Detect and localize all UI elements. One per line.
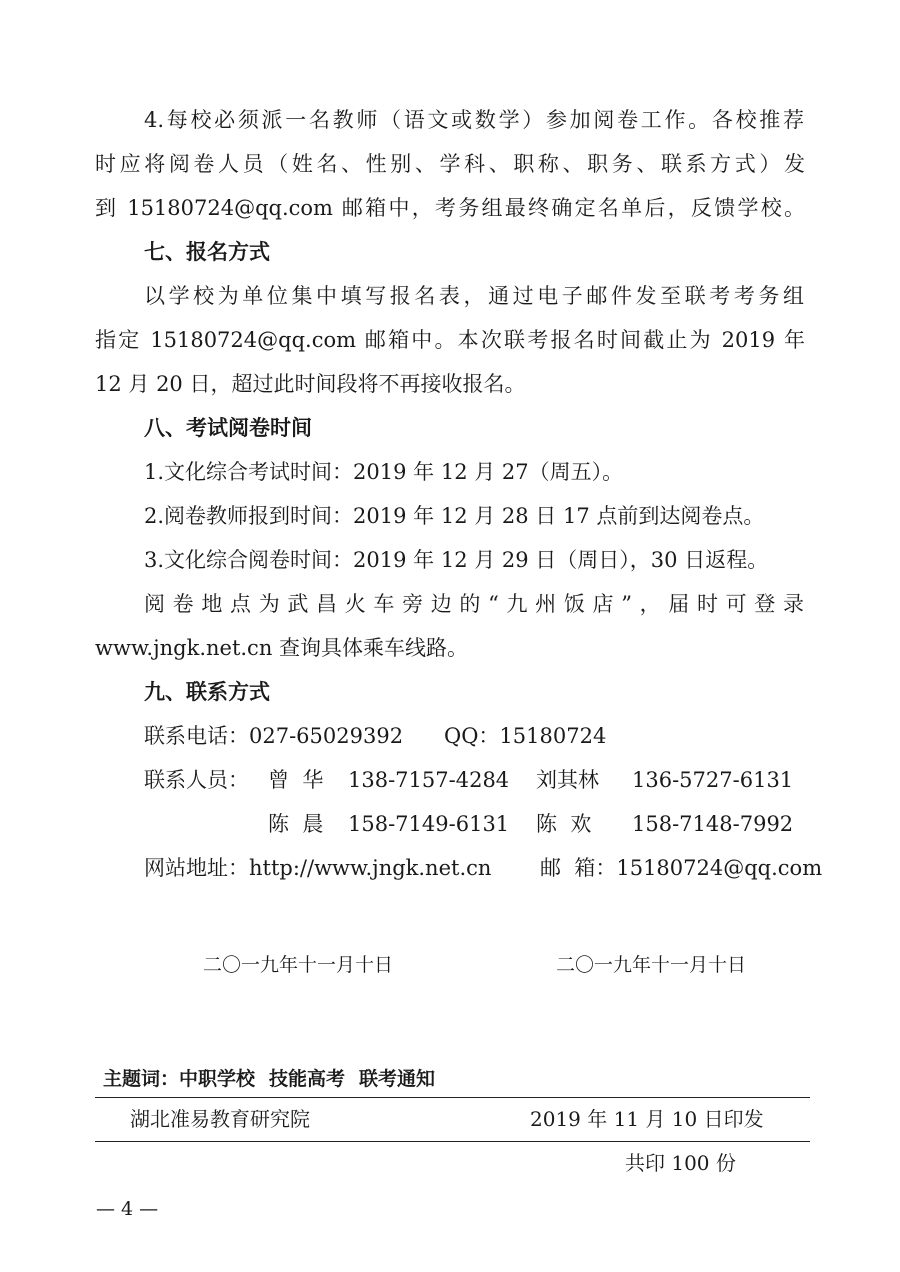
subject-label: 主题词：: [103, 1068, 180, 1090]
section6-item4-line2: 时应将阅卷人员（姓名、性别、学科、职称、职务、联系方式）发: [95, 152, 805, 176]
section8-venue-line2: www.jngk.net.cn 查询具体乘车线路。: [95, 636, 469, 660]
divider-top: [95, 1097, 810, 1098]
date-right: 二〇一九年十一月十日: [556, 954, 747, 976]
section8-item3: 3.文化综合阅卷时间：2019 年 12 月 29 日（周日），30 日返程。: [144, 548, 769, 572]
section8-item2: 2.阅卷教师报到时间：2019 年 12 月 28 日 17 点前到达阅卷点。: [144, 504, 765, 528]
subject-term: 联考通知: [359, 1068, 436, 1090]
contact-name: 陈 晨: [268, 812, 324, 836]
section9-title: 九、联系方式: [144, 680, 270, 704]
issuer: 湖北准易教育研究院: [130, 1107, 310, 1131]
contact-phone: 联系电话：027-65029392: [144, 724, 404, 748]
copies: 共印 100 份: [625, 1151, 736, 1175]
contact-qq: QQ：15180724: [444, 724, 607, 748]
section7-line3: 12 月 20 日，超过此时间段将不再接收报名。: [95, 372, 526, 396]
subject-term: 中职学校: [179, 1068, 256, 1090]
subject-terms: [103, 1066, 449, 1092]
contact-phone-number: 158-7149-6131: [348, 812, 510, 836]
section8-venue-line1: 阅卷地点为武昌火车旁边的“九州饭店”，届时可登录: [144, 592, 804, 616]
section6-item4-line3: 到 15180724@qq.com 邮箱中，考务组最终确定名单后，反馈学校。: [95, 196, 805, 220]
contact-phone-number: 136-5727-6131: [632, 768, 794, 792]
contact-name: 刘其林: [536, 768, 599, 792]
section7-line2: 指定 15180724@qq.com 邮箱中。本次联考报名时间截止为 2019 年: [95, 328, 805, 352]
section7-line1: 以学校为单位集中填写报名表，通过电子邮件发至联考考务组: [144, 284, 804, 308]
subject-term: 技能高考: [269, 1068, 346, 1090]
section8-title: 八、考试阅卷时间: [144, 416, 312, 440]
contact-person-label: 联系人员：: [144, 768, 249, 792]
section7-title: 七、报名方式: [144, 240, 270, 264]
date-left: 二〇一九年十一月十日: [203, 954, 394, 976]
contact-phone-number: 138-7157-4284: [348, 768, 510, 792]
contact-email: 邮 箱：15180724@qq.com: [540, 856, 823, 880]
page-number: — 4 —: [96, 1198, 159, 1220]
contact-name: 陈 欢: [536, 812, 592, 836]
issue-date: 2019 年 11 月 10 日印发: [530, 1107, 764, 1131]
section6-item4-line1: 4.每校必须派一名教师（语文或数学）参加阅卷工作。各校推荐: [144, 108, 804, 132]
divider-bottom: [95, 1141, 810, 1142]
section8-item1: 1.文化综合考试时间：2019 年 12 月 27（周五）。: [144, 460, 624, 484]
contact-website: 网站地址：http://www.jngk.net.cn: [144, 856, 492, 880]
contact-phone-number: 158-7148-7992: [632, 812, 794, 836]
contact-name: 曾 华: [268, 768, 324, 792]
